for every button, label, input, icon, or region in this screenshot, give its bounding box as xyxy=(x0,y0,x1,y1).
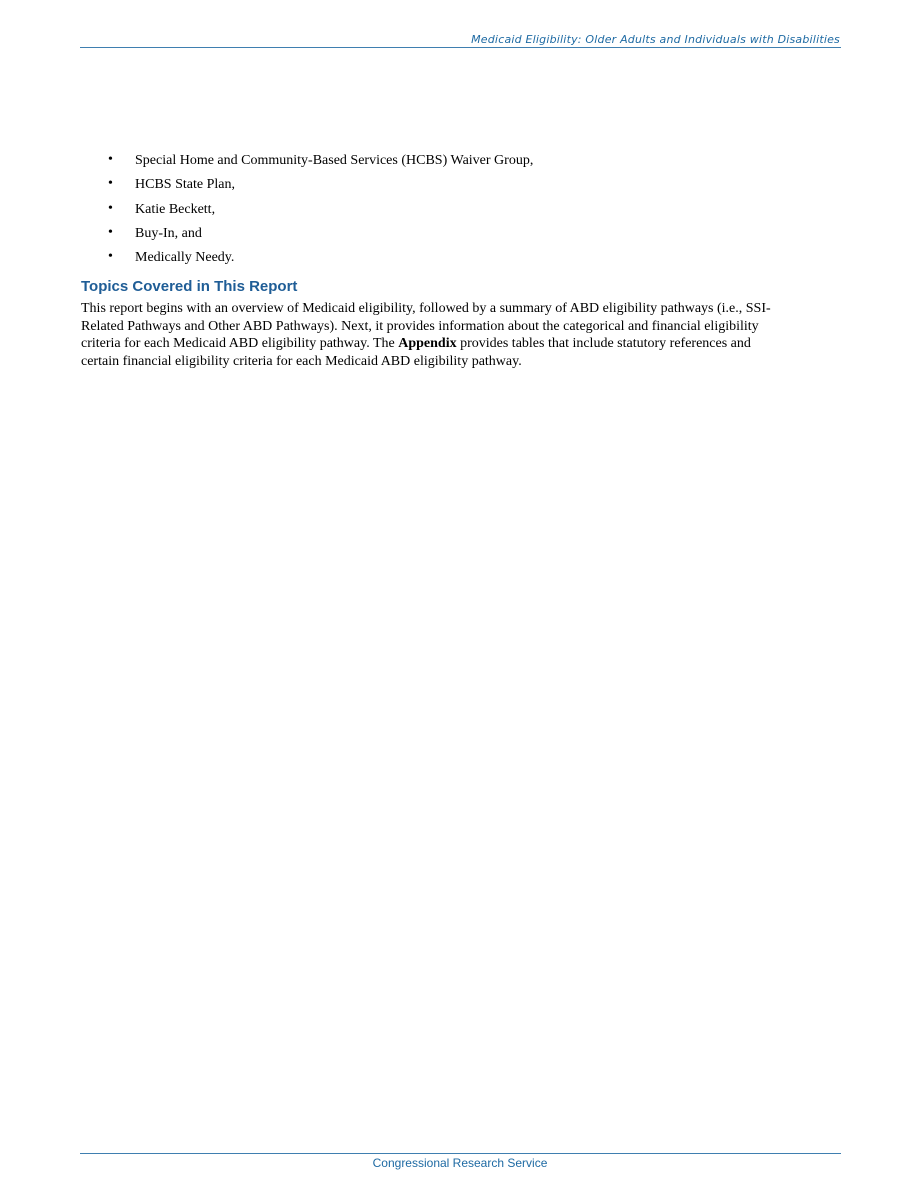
footer-divider xyxy=(80,1153,841,1154)
header-divider xyxy=(80,47,841,48)
running-header-title: Medicaid Eligibility: Older Adults and Individuals with Disabilities xyxy=(471,33,840,46)
list-item xyxy=(80,249,840,273)
paragraph-text: criteria for each Medicaid ABD eligibility pathway. The xyxy=(81,336,399,351)
bullet-icon: • xyxy=(108,224,113,240)
paragraph-line: certain financial eligibility criteria for each Medicaid ABD eligibility pathway. xyxy=(81,353,522,369)
bullet-icon: • xyxy=(108,200,113,216)
list-item-text: Special Home and Community-Based Services (HCBS) Waiver Group, xyxy=(135,153,534,168)
list-item-text: Medically Needy. xyxy=(135,250,235,266)
paragraph-line: This report begins with an overview of Medicaid eligibility, followed by a summary of ABD eligibility pathways (i.e., SSI- xyxy=(81,301,771,316)
appendix-reference: Appendix xyxy=(398,336,457,351)
list-item-text: HCBS State Plan, xyxy=(135,177,235,193)
bullet-icon: • xyxy=(108,152,113,167)
body-paragraph xyxy=(81,300,841,370)
eligibility-pathway-list xyxy=(80,152,840,273)
paragraph-text: provides tables that include statutory references and xyxy=(456,336,751,351)
paragraph-line xyxy=(81,335,841,353)
list-item-text: Buy-In, and xyxy=(135,225,202,241)
paragraph-line xyxy=(81,318,841,336)
bullet-icon: • xyxy=(108,249,113,265)
list-item-text: Katie Beckett, xyxy=(135,201,216,217)
list-item xyxy=(80,152,840,176)
section-heading: Topics Covered in This Report xyxy=(81,278,298,295)
list-item xyxy=(80,225,840,249)
list-item xyxy=(80,176,840,200)
bullet-icon: • xyxy=(108,176,113,192)
paragraph-text: Related Pathways and Other ABD Pathways). Next, it provides information about the categorical and financial eligibility xyxy=(81,318,759,334)
running-footer: Congressional Research Service xyxy=(372,1156,548,1170)
list-item xyxy=(80,201,840,225)
